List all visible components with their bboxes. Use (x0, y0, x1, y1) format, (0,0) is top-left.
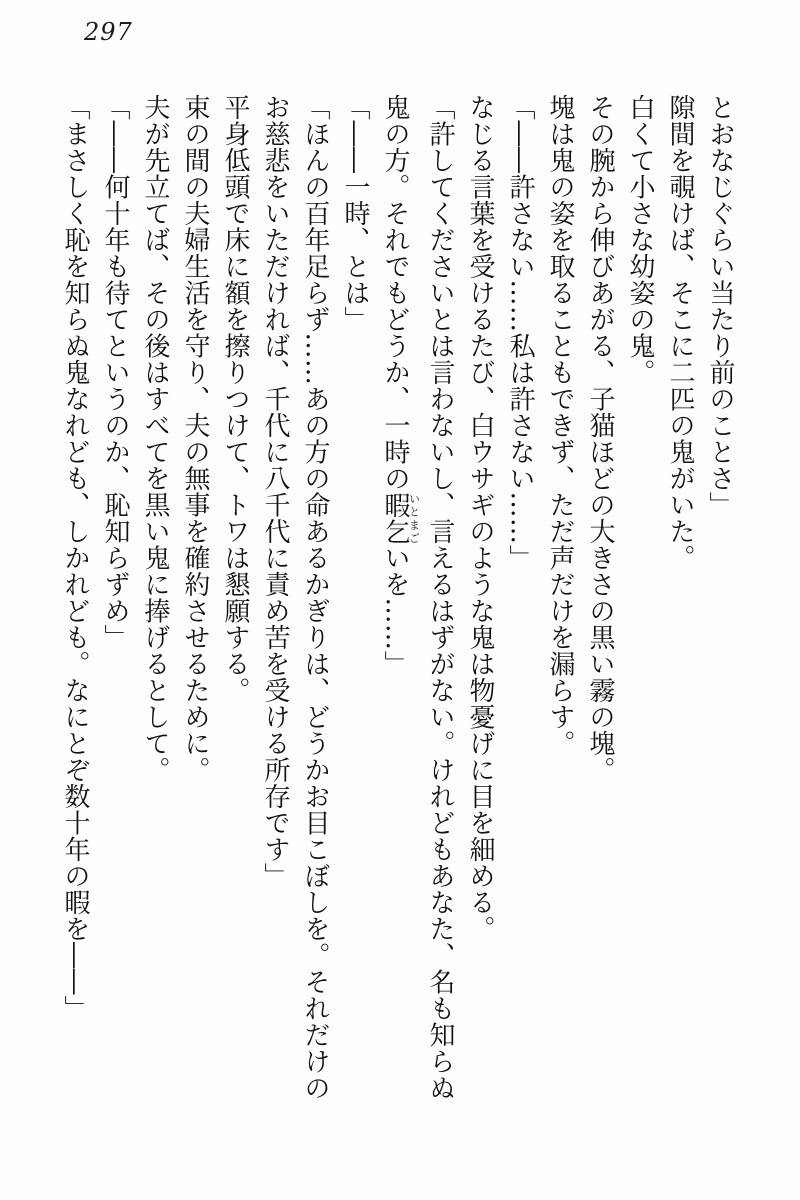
page-number: 297 (84, 18, 133, 46)
text-line: 塊は鬼の姿を取ることもできず、ただ声だけを漏らす。 (545, 94, 575, 757)
text-line: なじる言葉を受けるたび、白ウサギのような鬼は物憂げに目を細める。 (465, 94, 495, 942)
text-line: 鬼の方。それでもどうか、一時の暇乞いとまごいを……」 (380, 94, 421, 677)
text-line: とおなじぐらい当たり前のことさ」 (705, 94, 735, 518)
text-line: お慈悲をいただければ、千代に八千代に責め苦を受ける所存です」 (260, 94, 290, 889)
text-line: 夫が先立てば、その後はすべてを黒い鬼に捧げるとして。 (140, 94, 170, 783)
text-line: その腕から伸びあがる、子猫ほどの大きさの黒い霧の塊。 (585, 94, 615, 783)
text-columns (55, 94, 740, 1124)
text-line: 白くて小さな幼姿の鬼。 (625, 94, 655, 386)
text-line: 「まさしく恥を知らぬ鬼なれども、しかれども。なにとぞ数十年の暇を――」 (60, 94, 90, 1022)
text-line: 平身低頭で床に額を擦りつけて、トワは懇願する。 (220, 94, 250, 704)
text-line: 「ほんの百年足らず……あの方の命あるかぎりは、どうかお目こぼしを。それだけの (300, 94, 330, 1101)
furigana-annotated-word: 暇乞いとまご (380, 491, 421, 545)
text-line: 束の間の夫婦生活を守り、夫の無事を確約させるために。 (180, 94, 210, 783)
text-line: 「――何十年も待てというのか、恥知らずめ」 (100, 94, 130, 651)
text-line: 「――許さない……私は許さない……」 (505, 94, 535, 571)
text-line: 「――一時、とは」 (340, 94, 370, 333)
text-line: 隙間を覗けば、そこに二匹の鬼がいた。 (665, 94, 695, 571)
text-line: 「許してくださいとは言わないし、言えるはずがない。けれどもあなた、名も知らぬ (425, 94, 455, 1101)
